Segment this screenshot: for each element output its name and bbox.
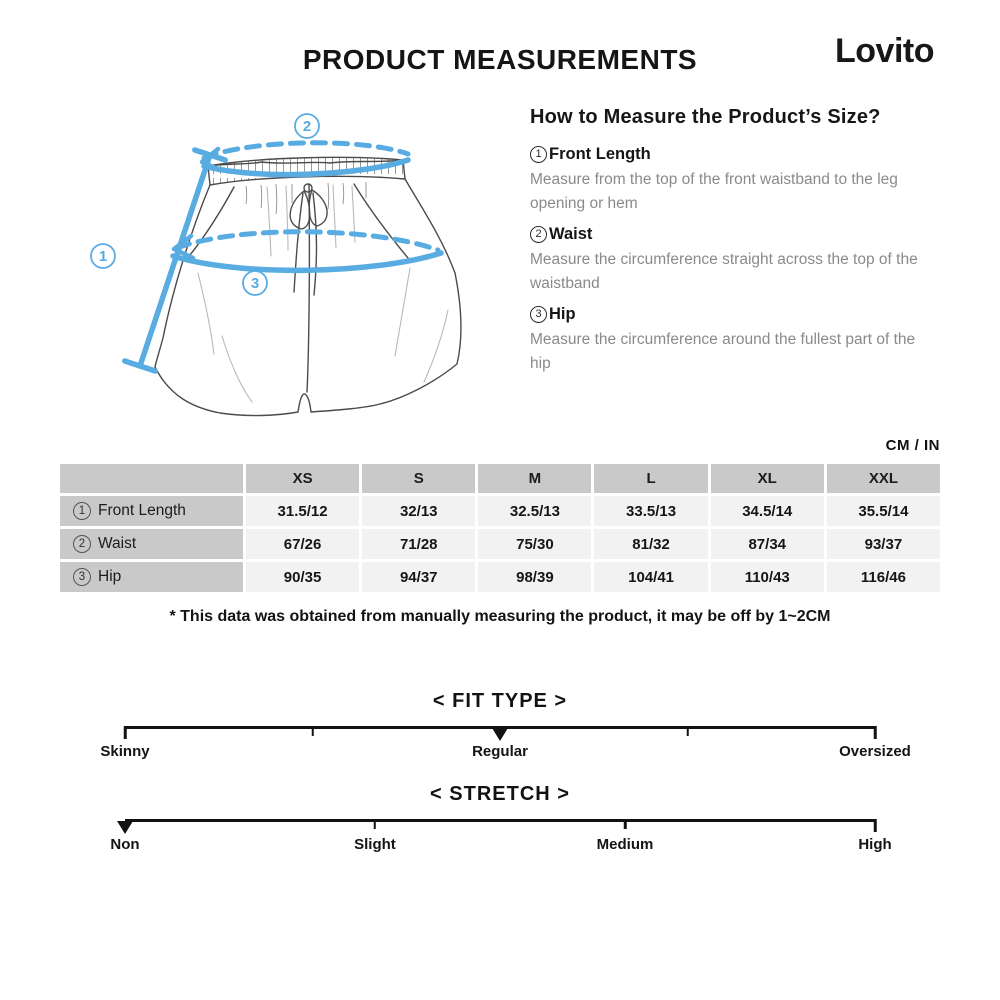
size-col-header-xl: XL <box>711 464 824 493</box>
size-col-header-l: L <box>594 464 707 493</box>
measurement-cell: 75/30 <box>478 529 591 559</box>
row-label-text: Front Length <box>98 502 186 519</box>
measure-description: Measure the circumference straight across the top of the waistband <box>530 251 918 292</box>
circled-number: 1 <box>73 502 91 520</box>
row-label-waist <box>60 529 243 559</box>
svg-text:1: 1 <box>98 248 108 265</box>
stretch-scale <box>0 783 1000 873</box>
how-to-measure-section <box>530 106 926 381</box>
row-label-text: Waist <box>98 535 137 552</box>
row-label-front-length <box>60 496 243 526</box>
measure-item-waist <box>530 221 926 295</box>
measure-item-hip <box>530 301 926 375</box>
right-pocket <box>354 184 408 258</box>
circled-number: 3 <box>73 568 91 586</box>
measurement-cell: 35.5/14 <box>827 496 940 526</box>
table-corner-cell <box>60 464 243 493</box>
how-to-title: How to Measure the Product’s Size? <box>530 106 881 128</box>
measurement-cell: 98/39 <box>478 562 591 592</box>
stretch-label-slight: Slight <box>354 836 396 853</box>
measure-term <box>530 141 926 167</box>
shorts-illustration <box>70 98 500 436</box>
measurement-cell: 116/46 <box>827 562 940 592</box>
measurement-cell: 81/32 <box>594 529 707 559</box>
measure-term-text: Front Length <box>549 145 651 163</box>
svg-text:2: 2 <box>302 118 312 135</box>
size-col-header-m: M <box>478 464 591 493</box>
scale-tick <box>686 726 689 736</box>
measurement-cell: 67/26 <box>246 529 359 559</box>
row-label-text: Hip <box>98 568 122 585</box>
size-table <box>60 464 940 592</box>
stretch-label-high: High <box>858 836 892 853</box>
scale-tick <box>624 819 627 829</box>
scale-tick <box>311 726 314 736</box>
scale-tick <box>124 726 127 739</box>
fit-type-marker-icon <box>492 728 508 741</box>
measurement-cell: 71/28 <box>362 529 475 559</box>
fit-type-track <box>100 726 911 760</box>
measure-description: Measure the circumference around the fullest part of the hip <box>530 331 916 372</box>
page-title: PRODUCT MEASUREMENTS <box>302 44 698 75</box>
measure-term-text: Hip <box>549 305 576 323</box>
stretch-marker-icon <box>117 821 133 834</box>
shorts-measurement-diagram <box>70 98 500 436</box>
scale-tick <box>874 726 877 739</box>
measurement-cell: 104/41 <box>594 562 707 592</box>
scale-tick <box>374 819 377 829</box>
fit-type-scale <box>0 690 1000 780</box>
stretch-label-medium: Medium <box>596 836 654 853</box>
fit-type-label-skinny: Skinny <box>100 743 150 760</box>
measurement-cell: 31.5/12 <box>246 496 359 526</box>
badge-waist <box>295 114 319 138</box>
circled-number: 1 <box>530 146 547 163</box>
size-col-header-xs: XS <box>246 464 359 493</box>
stretch-title: < STRETCH > <box>430 783 570 805</box>
size-col-header-s: S <box>362 464 475 493</box>
stretch-label-non: Non <box>110 836 140 853</box>
measurement-cell: 32.5/13 <box>478 496 591 526</box>
measure-term <box>530 221 926 247</box>
measure-term <box>530 301 926 327</box>
fit-type-label-oversized: Oversized <box>839 743 911 760</box>
measurement-cell: 33.5/13 <box>594 496 707 526</box>
measurement-cell: 94/37 <box>362 562 475 592</box>
svg-text:3: 3 <box>250 275 260 292</box>
drawstring-bow <box>290 184 327 295</box>
hip-annotation <box>173 232 441 271</box>
brand-logo: Lovito <box>835 32 934 70</box>
measure-term-text: Waist <box>549 225 593 243</box>
row-label-hip <box>60 562 243 592</box>
fit-type-title: < FIT TYPE > <box>432 690 568 712</box>
fit-type-label-regular: Regular <box>472 743 528 760</box>
scale-tick <box>874 819 877 832</box>
measurement-cell: 34.5/14 <box>711 496 824 526</box>
circled-number: 2 <box>530 226 547 243</box>
measure-item-front-length <box>530 141 926 215</box>
measurement-cell: 32/13 <box>362 496 475 526</box>
size-col-header-xxl: XXL <box>827 464 940 493</box>
unit-label: CM / IN <box>885 437 940 454</box>
circled-number: 3 <box>530 306 547 323</box>
measurement-cell: 90/35 <box>246 562 359 592</box>
stretch-track <box>110 819 892 853</box>
footnote: * This data was obtained from manually measuring the product, it may be off by 1~2CM <box>169 608 831 625</box>
measurement-cell: 93/37 <box>827 529 940 559</box>
measurement-cell: 87/34 <box>711 529 824 559</box>
measurement-cell: 110/43 <box>711 562 824 592</box>
badge-hip <box>243 271 267 295</box>
circled-number: 2 <box>73 535 91 553</box>
measure-description: Measure from the top of the front waistband to the leg opening or hem <box>530 171 898 212</box>
badge-front-length <box>91 244 115 268</box>
